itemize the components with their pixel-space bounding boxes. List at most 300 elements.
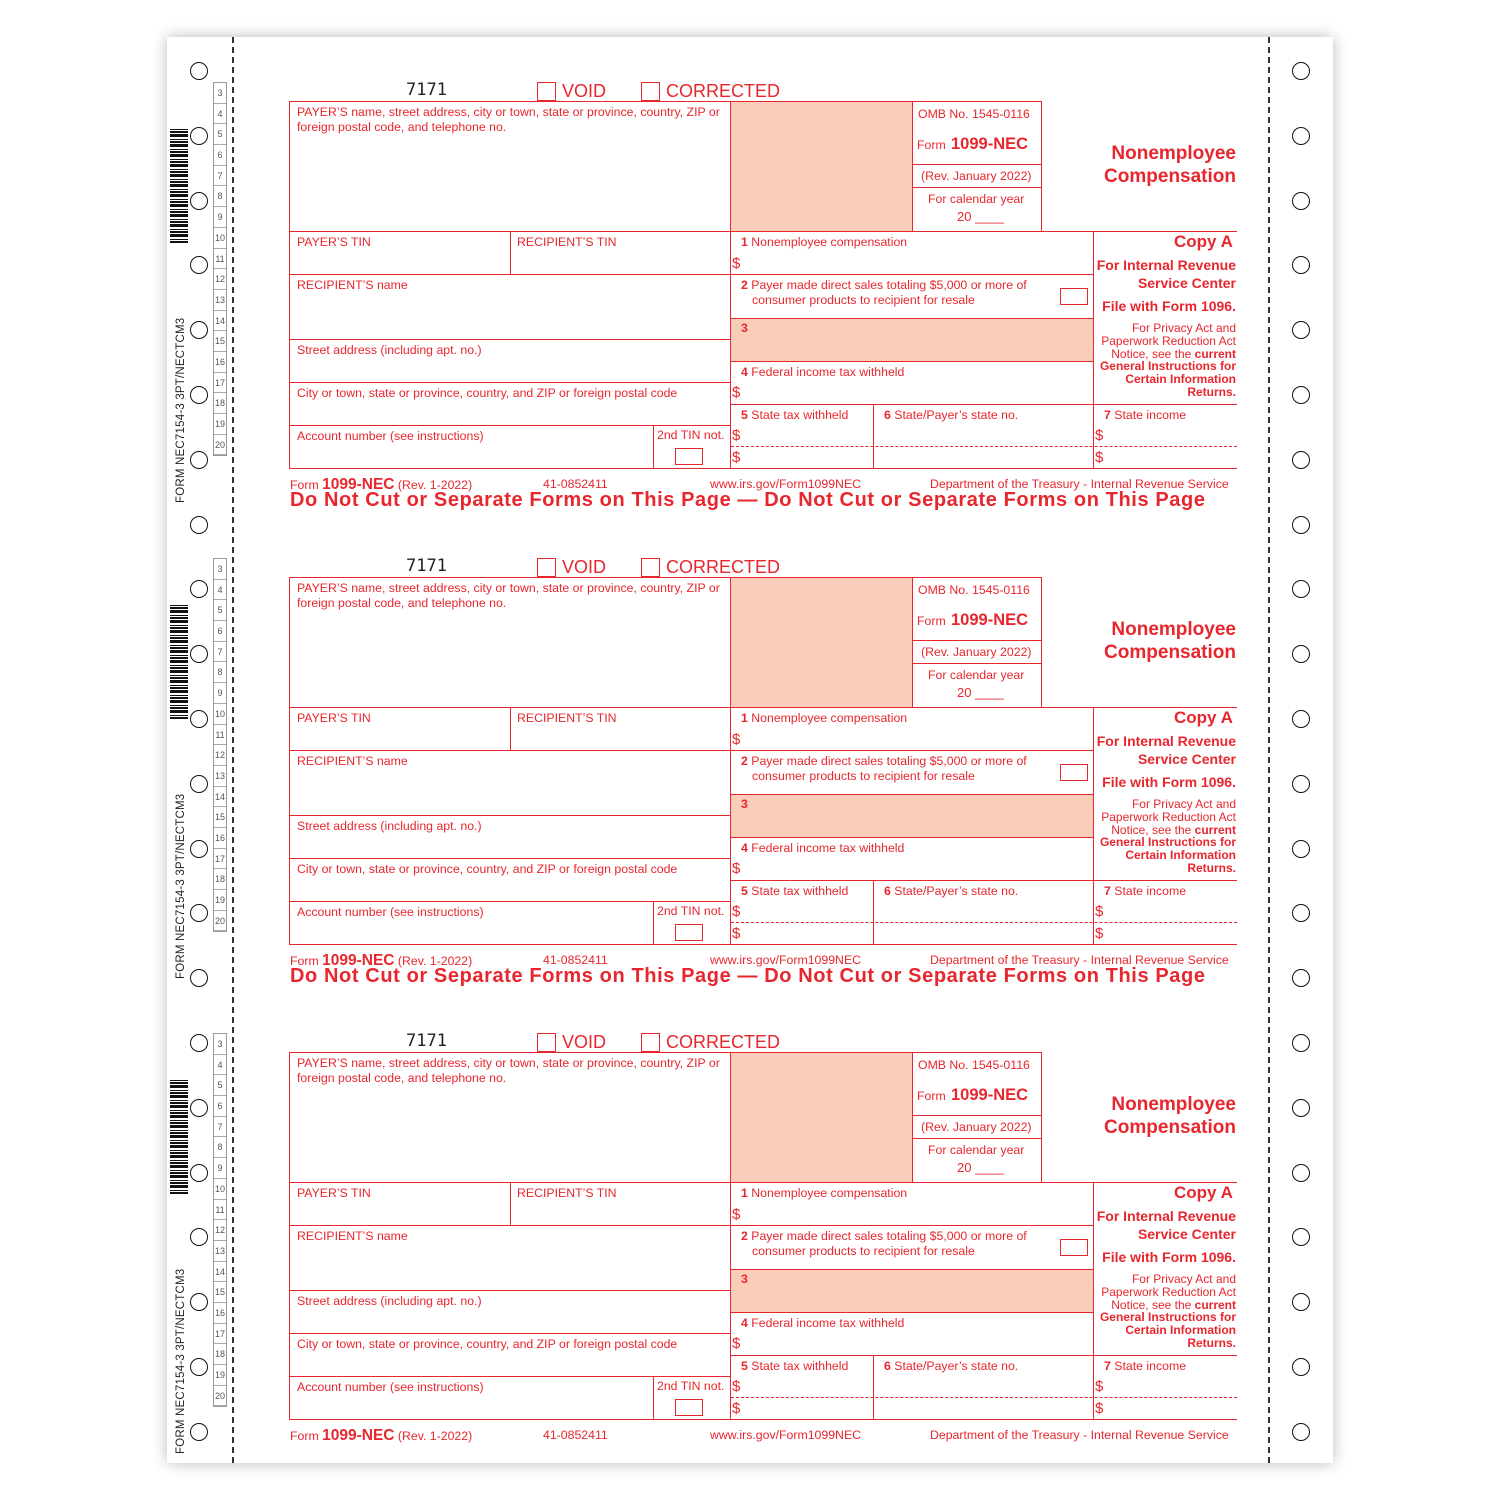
calendar-year-label: For calendar year [928, 1143, 1025, 1157]
form-1099-nec-copy-3 [0, 951, 1500, 1444]
frame-line [289, 231, 1237, 232]
second-tin-label: 2nd TIN not. [657, 904, 725, 918]
void-checkbox[interactable] [537, 1033, 556, 1052]
frame-line [912, 1052, 913, 1182]
copy-a-label: Copy A [1174, 708, 1233, 727]
box-1-number: 1 [741, 235, 748, 249]
line-number: 10 [214, 1179, 226, 1200]
footer-form-word: Form [290, 1429, 319, 1443]
account-number-label: Account number (see instructions) [297, 905, 484, 919]
frame-line [289, 1182, 1237, 1183]
year-field[interactable]: 20 ____ [957, 685, 1004, 700]
frame-line [1041, 101, 1042, 231]
box-3-shade [731, 794, 1093, 837]
line-number: 14 [214, 1262, 226, 1283]
line-number: 4 [214, 1055, 226, 1076]
form-1099-nec-copy-2 [0, 476, 1500, 987]
box-1-dollar: $ [732, 1206, 741, 1223]
recipient-name-label: RECIPIENT’S name [297, 1229, 408, 1243]
line-number: 10 [214, 228, 226, 249]
box-1-dollar: $ [732, 255, 741, 272]
street-address-label: Street address (including apt. no.) [297, 819, 482, 833]
tractor-hole [190, 1423, 208, 1441]
corrected-checkbox[interactable] [641, 1033, 660, 1052]
frame-line [912, 187, 1041, 188]
do-not-cut-warning: Do Not Cut or Separate Forms on This Page — Do Not Cut or Separate Forms on This Page [290, 965, 1206, 987]
city-label: City or town, state or province, country, and ZIP or foreign postal code [297, 862, 678, 876]
form-1099-nec-copy-1 [0, 0, 1500, 511]
box-6-text: State/Payer’s state no. [894, 884, 1019, 898]
corrected-label: CORRECTED [666, 1032, 781, 1052]
state-divider [731, 446, 1237, 447]
frame-line [289, 1333, 730, 1334]
frame-line [730, 880, 1237, 881]
box-4-dollar: $ [732, 1335, 741, 1352]
line-number: 17 [214, 373, 226, 394]
box-3-label: 3 [741, 797, 748, 811]
privacy-notice [1094, 798, 1236, 875]
corrected-checkbox[interactable] [641, 558, 660, 577]
box-6-label [884, 1359, 1018, 1374]
box-2-text: Payer made direct sales totaling $5,000 or more of consumer products to recipient for resale [751, 754, 1027, 783]
line-number: 13 [214, 1241, 226, 1262]
frame-line [289, 274, 1093, 275]
line-number: 15 [214, 1282, 226, 1303]
frame-line [912, 164, 1041, 165]
frame-line [289, 815, 730, 816]
box-1-label [741, 235, 907, 250]
recipient-tin-label: RECIPIENT’S TIN [517, 711, 617, 725]
box-7-text: State income [1114, 1359, 1187, 1373]
frame-line [730, 837, 1093, 838]
line-number: 3 [214, 1034, 226, 1055]
line-number: 12 [214, 269, 226, 290]
payer-tin-label: PAYER’S TIN [297, 711, 371, 725]
line-number: 18 [214, 393, 226, 414]
privacy-line-6: Returns. [1187, 1335, 1236, 1350]
year-field[interactable]: 20 ____ [957, 209, 1004, 224]
frame-line [730, 1052, 731, 1420]
vertical-form-code: FORM NEC7154-3 3PT/NECTCM3 [175, 793, 187, 979]
line-number: 18 [214, 1344, 226, 1365]
frame-line [730, 1312, 1093, 1313]
box-4-number: 4 [741, 841, 748, 855]
box-4-label [741, 365, 904, 380]
do-not-cut-warning: Do Not Cut or Separate Forms on This Page — Do Not Cut or Separate Forms on This Page [290, 489, 1206, 511]
revision: (Rev. January 2022) [921, 169, 1032, 183]
box-1-text: Nonemployee compensation [751, 1186, 908, 1200]
frame-line [912, 640, 1041, 641]
box-5-label [741, 408, 848, 423]
line-number: 20 [214, 911, 226, 932]
line-number: 16 [214, 1303, 226, 1324]
footer-catalog: 41-0852411 [543, 1428, 608, 1442]
second-tin-checkbox[interactable] [675, 924, 703, 941]
privacy-line-3b: current [1194, 822, 1236, 837]
privacy-line-3a: Notice, see the [1111, 346, 1195, 361]
line-number: 14 [214, 787, 226, 808]
line-number: 11 [214, 1200, 226, 1221]
frame-line [289, 1419, 1237, 1420]
line-number: 13 [214, 290, 226, 311]
footer-department: Department of the Treasury - Internal Revenue Service [930, 477, 1229, 491]
line-number: 7 [214, 642, 226, 663]
frame-line [289, 1290, 730, 1291]
city-label: City or town, state or province, country, and ZIP or foreign postal code [297, 1337, 678, 1351]
privacy-line-1: For Privacy Act and [1131, 797, 1236, 811]
line-number: 8 [214, 1137, 226, 1158]
line-number: 17 [214, 1324, 226, 1345]
copy-a-label: Copy A [1174, 232, 1233, 251]
frame-line [912, 577, 913, 707]
line-number: 8 [214, 662, 226, 683]
privacy-line-6: Returns. [1187, 384, 1236, 399]
line-number: 4 [214, 580, 226, 601]
privacy-line-4: General Instructions for [1099, 359, 1236, 374]
box-5-text: State tax withheld [751, 884, 849, 898]
form-name: 1099-NEC [951, 611, 1029, 629]
frame-line [653, 425, 654, 469]
line-number: 18 [214, 869, 226, 890]
account-number-label: Account number (see instructions) [297, 429, 484, 443]
box-3-shade [731, 318, 1093, 361]
line-number: 19 [214, 1365, 226, 1386]
privacy-line-4: General Instructions for [1099, 1310, 1236, 1325]
box-5-number: 5 [741, 1359, 748, 1373]
line-number: 14 [214, 311, 226, 332]
footer-url[interactable]: www.irs.gov/Form1099NEC [710, 953, 862, 967]
irs-line-2: Service Center [1137, 275, 1236, 291]
box-2-text: Payer made direct sales totaling $5,000 or more of consumer products to recipient for resale [751, 278, 1027, 307]
frame-line [730, 318, 1093, 319]
line-number: 3 [214, 83, 226, 104]
footer-department: Department of the Treasury - Internal Revenue Service [930, 1428, 1229, 1442]
recipient-name-label: RECIPIENT’S name [297, 754, 408, 768]
frame-line [289, 101, 290, 469]
frame-line [510, 1182, 511, 1226]
line-number: 11 [214, 249, 226, 270]
line-number: 6 [214, 621, 226, 642]
frame-line [1093, 404, 1094, 469]
line-number: 5 [214, 124, 226, 145]
privacy-line-6: Returns. [1187, 860, 1236, 875]
frame-line [289, 1376, 730, 1377]
box-5-label [741, 1359, 848, 1374]
frame-line [289, 101, 1042, 102]
box-7-text: State income [1114, 884, 1187, 898]
box-5-label [741, 884, 848, 899]
box-5-dollar-1: $ [732, 1378, 741, 1395]
frame-line [289, 1052, 290, 1420]
box-1-dollar: $ [732, 731, 741, 748]
shaded-area-top [731, 102, 912, 231]
frame-line [912, 101, 913, 231]
footer-rev: (Rev. 1-2022) [397, 954, 473, 968]
frame-line [289, 858, 730, 859]
box-5-text: State tax withheld [751, 408, 849, 422]
shaded-area-top [731, 578, 912, 707]
privacy-line-2: Paperwork Reduction Act [1101, 809, 1236, 824]
line-number: 6 [214, 145, 226, 166]
void-label: VOID [562, 81, 607, 101]
box-4-label [741, 841, 904, 856]
file-with-1096: File with Form 1096. [1102, 1249, 1236, 1265]
revision: (Rev. January 2022) [921, 645, 1032, 659]
footer-form-name: 1099-NEC [322, 952, 395, 969]
omb-number: OMB No. 1545-0116 [918, 583, 1030, 597]
form-word: Form [917, 1089, 946, 1103]
box-4-number: 4 [741, 1316, 748, 1330]
box-7-text: State income [1114, 408, 1187, 422]
revision: (Rev. January 2022) [921, 1120, 1032, 1134]
box-7-label [1104, 408, 1186, 423]
corrected-checkbox[interactable] [641, 82, 660, 101]
frame-line [653, 1376, 654, 1420]
control-number: 7171 [406, 556, 447, 576]
box-1-label [741, 711, 907, 726]
frame-line [289, 382, 730, 383]
line-number: 15 [214, 807, 226, 828]
line-number: 9 [214, 1158, 226, 1179]
box-2-number: 2 [741, 278, 748, 292]
footer-form-word: Form [290, 954, 319, 968]
line-number: 7 [214, 166, 226, 187]
box-2-checkbox[interactable] [1060, 288, 1088, 305]
privacy-line-5: Certain Information [1125, 1323, 1236, 1338]
privacy-line-2: Paperwork Reduction Act [1101, 333, 1236, 348]
box-3-shade [731, 1269, 1093, 1312]
box-5-dollar-2: $ [732, 1400, 741, 1417]
footer-form-id [290, 1427, 472, 1445]
privacy-line-1: For Privacy Act and [1131, 1272, 1236, 1286]
frame-line [1041, 577, 1042, 707]
box-6-number: 6 [884, 884, 891, 898]
frame-line [873, 404, 874, 469]
line-number: 6 [214, 1096, 226, 1117]
footer-rev: (Rev. 1-2022) [397, 1429, 473, 1443]
void-checkbox[interactable] [537, 558, 556, 577]
line-number: 9 [214, 207, 226, 228]
box-7-number: 7 [1104, 408, 1111, 422]
box-2-label [741, 1229, 1064, 1259]
frame-line [730, 1355, 1237, 1356]
box-2-label [741, 278, 1064, 308]
form-title: Nonemployee Compensation [1104, 143, 1236, 187]
line-number: 4 [214, 104, 226, 125]
box-2-label [741, 754, 1064, 784]
recipient-tin-label: RECIPIENT’S TIN [517, 1186, 617, 1200]
box-3-label: 3 [741, 1272, 748, 1286]
box-1-text: Nonemployee compensation [751, 711, 908, 725]
box-5-dollar-2: $ [732, 449, 741, 466]
second-tin-label: 2nd TIN not. [657, 1379, 725, 1393]
payer-name-label: PAYER’S name, street address, city or town, state or province, country, ZIP or foreign postal code, and telephone no. [297, 581, 720, 610]
box-7-dollar-2: $ [1095, 925, 1104, 942]
line-number: 13 [214, 766, 226, 787]
second-tin-checkbox[interactable] [675, 448, 703, 465]
box-4-text: Federal income tax withheld [751, 841, 905, 855]
calendar-year-label: For calendar year [928, 192, 1025, 206]
line-number: 10 [214, 704, 226, 725]
privacy-line-3b: current [1194, 346, 1236, 361]
frame-line [289, 577, 290, 945]
frame-line [510, 707, 511, 751]
tractor-hole [1292, 451, 1310, 469]
tractor-hole [1292, 1423, 1310, 1441]
box-5-text: State tax withheld [751, 1359, 849, 1373]
privacy-line-5: Certain Information [1125, 848, 1236, 863]
irs-line-1: For Internal Revenue [1096, 257, 1236, 273]
line-number: 9 [214, 683, 226, 704]
box-7-label [1104, 1359, 1186, 1374]
payer-name-label: PAYER’S name, street address, city or town, state or province, country, ZIP or foreign postal code, and telephone no. [297, 105, 720, 134]
void-checkbox[interactable] [537, 82, 556, 101]
box-7-label [1104, 884, 1186, 899]
box-4-text: Federal income tax withheld [751, 1316, 905, 1330]
box-7-dollar-2: $ [1095, 1400, 1104, 1417]
frame-line [289, 707, 1237, 708]
footer-rev: (Rev. 1-2022) [397, 478, 473, 492]
footer-url[interactable]: www.irs.gov/Form1099NEC [710, 1428, 862, 1442]
control-number: 7171 [406, 80, 447, 100]
privacy-line-3a: Notice, see the [1111, 822, 1195, 837]
form-title: Nonemployee Compensation [1104, 619, 1236, 663]
line-number: 16 [214, 828, 226, 849]
vertical-form-code: FORM NEC7154-3 3PT/NECTCM3 [175, 1268, 187, 1454]
frame-line [289, 1225, 1093, 1226]
line-number: 12 [214, 745, 226, 766]
box-7-number: 7 [1104, 884, 1111, 898]
second-tin-label: 2nd TIN not. [657, 428, 725, 442]
year-field[interactable]: 20 ____ [957, 1160, 1004, 1175]
frame-line [873, 1355, 874, 1420]
box-7-dollar-2: $ [1095, 449, 1104, 466]
box-6-text: State/Payer’s state no. [894, 408, 1019, 422]
frame-line [730, 577, 731, 945]
privacy-line-5: Certain Information [1125, 372, 1236, 387]
state-divider [731, 922, 1237, 923]
line-number: 19 [214, 414, 226, 435]
frame-line [912, 1115, 1041, 1116]
box-1-text: Nonemployee compensation [751, 235, 908, 249]
omb-number: OMB No. 1545-0116 [918, 107, 1030, 121]
footer-catalog: 41-0852411 [543, 953, 608, 967]
state-divider [731, 1397, 1237, 1398]
street-address-label: Street address (including apt. no.) [297, 1294, 482, 1308]
frame-line [289, 468, 1237, 469]
box-4-text: Federal income tax withheld [751, 365, 905, 379]
payer-tin-label: PAYER’S TIN [297, 235, 371, 249]
footer-catalog: 41-0852411 [543, 477, 608, 491]
payer-tin-label: PAYER’S TIN [297, 1186, 371, 1200]
file-with-1096: File with Form 1096. [1102, 774, 1236, 790]
control-number: 7171 [406, 1031, 447, 1051]
box-5-dollar-2: $ [732, 925, 741, 942]
frame-line [912, 663, 1041, 664]
privacy-line-3b: current [1194, 1297, 1236, 1312]
privacy-line-2: Paperwork Reduction Act [1101, 1284, 1236, 1299]
privacy-notice [1094, 1273, 1236, 1350]
irs-line-1: For Internal Revenue [1096, 1208, 1236, 1224]
frame-line [730, 1269, 1093, 1270]
corrected-label: CORRECTED [666, 81, 781, 101]
form-title: Nonemployee Compensation [1104, 1094, 1236, 1138]
frame-line [873, 880, 874, 945]
line-number: 20 [214, 435, 226, 456]
frame-line [289, 750, 1093, 751]
box-4-label [741, 1316, 904, 1331]
box-6-label [884, 408, 1018, 423]
box-7-dollar-1: $ [1095, 427, 1104, 444]
box-5-dollar-1: $ [732, 903, 741, 920]
box-4-dollar: $ [732, 860, 741, 877]
frame-line [289, 339, 730, 340]
irs-line-2: Service Center [1137, 751, 1236, 767]
frame-line [912, 1138, 1041, 1139]
box-6-label [884, 884, 1018, 899]
box-2-checkbox[interactable] [1060, 1239, 1088, 1256]
city-label: City or town, state or province, country, and ZIP or foreign postal code [297, 386, 678, 400]
footer-url[interactable]: www.irs.gov/Form1099NEC [710, 477, 862, 491]
frame-line [730, 404, 1237, 405]
void-label: VOID [562, 557, 607, 577]
box-5-number: 5 [741, 884, 748, 898]
box-2-checkbox[interactable] [1060, 764, 1088, 781]
tractor-hole [190, 451, 208, 469]
frame-line [1093, 880, 1094, 945]
recipient-name-label: RECIPIENT’S name [297, 278, 408, 292]
box-1-label [741, 1186, 907, 1201]
box-2-number: 2 [741, 754, 748, 768]
omb-number: OMB No. 1545-0116 [918, 1058, 1030, 1072]
footer-form-name: 1099-NEC [322, 1427, 395, 1444]
frame-line [653, 901, 654, 945]
form-name: 1099-NEC [951, 135, 1029, 153]
corrected-label: CORRECTED [666, 557, 781, 577]
line-number: 5 [214, 600, 226, 621]
void-label: VOID [562, 1032, 607, 1052]
frame-line [730, 794, 1093, 795]
box-6-number: 6 [884, 1359, 891, 1373]
box-4-number: 4 [741, 365, 748, 379]
line-number: 19 [214, 890, 226, 911]
payer-name-label: PAYER’S name, street address, city or town, state or province, country, ZIP or foreign postal code, and telephone no. [297, 1056, 720, 1085]
line-number: 3 [214, 559, 226, 580]
frame-line [510, 231, 511, 275]
frame-line [730, 101, 731, 469]
frame-line [289, 1052, 1042, 1053]
copy-a-label: Copy A [1174, 1183, 1233, 1202]
account-number-label: Account number (see instructions) [297, 1380, 484, 1394]
line-number: 7 [214, 1117, 226, 1138]
box-2-number: 2 [741, 1229, 748, 1243]
line-number: 5 [214, 1075, 226, 1096]
line-number: 20 [214, 1386, 226, 1407]
frame-line [289, 901, 730, 902]
frame-line [289, 425, 730, 426]
irs-line-1: For Internal Revenue [1096, 733, 1236, 749]
second-tin-checkbox[interactable] [675, 1399, 703, 1416]
box-5-dollar-1: $ [732, 427, 741, 444]
footer-form-word: Form [290, 478, 319, 492]
form-word: Form [917, 138, 946, 152]
form-word: Form [917, 614, 946, 628]
box-7-dollar-1: $ [1095, 1378, 1104, 1395]
box-5-number: 5 [741, 408, 748, 422]
footer-department: Department of the Treasury - Internal Revenue Service [930, 953, 1229, 967]
box-7-dollar-1: $ [1095, 903, 1104, 920]
irs-line-2: Service Center [1137, 1226, 1236, 1242]
